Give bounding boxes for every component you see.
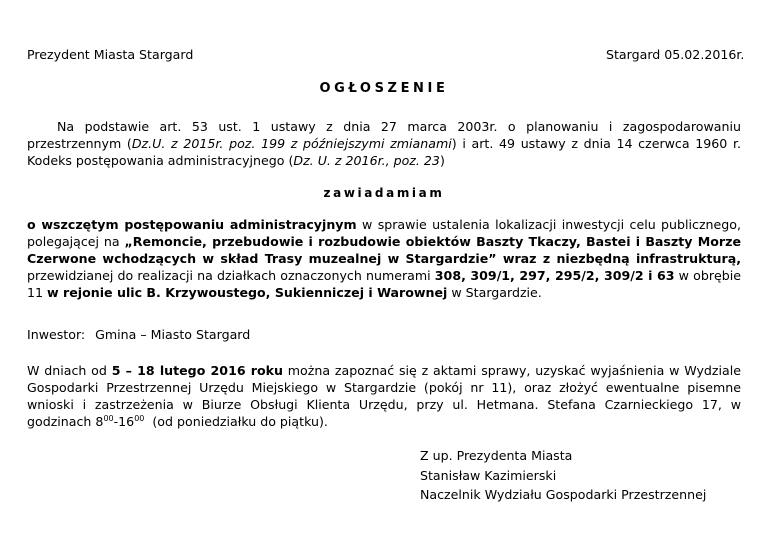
dates-text-3: (od poniedziałku do piątku).: [144, 414, 328, 429]
hour-start: 8: [95, 414, 104, 429]
date-range: 5 – 18 lutego 2016 roku: [111, 363, 283, 378]
legal-basis-text-2: ) i art. 49 ustawy z dnia 14 czerwca 1960 r. Kodeks postępowania administracyjnego (: [27, 136, 741, 168]
inform-heading: zawiadamiam: [323, 186, 445, 200]
plot-numbers: 308, 309/1, 297, 295/2, 309/2 i 63: [434, 268, 675, 283]
notice-text-3: w obrębie 11: [27, 268, 741, 300]
legal-basis-text-1: Na podstawie art. 53 ust. 1 ustawy z dnia 27 marca 2003r. o planowaniu i zagospodarowaniu przestrzennym (: [27, 119, 741, 151]
dates-paragraph: [27, 362, 741, 430]
sender: Prezydent Miasta Stargard: [27, 47, 194, 62]
investor-value: Gmina – Miasto Stargard: [95, 327, 251, 342]
legal-ref-2: Dz. U. z 2016r., poz. 23: [293, 153, 440, 168]
legal-ref-1: Dz.U. z 2015r. poz. 199 z późniejszymi zmianami: [131, 136, 452, 151]
notice-bold-1: o wszczętym postępowaniu administracyjnym: [27, 217, 357, 232]
signature-line-3: Naczelnik Wydziału Gospodarki Przestrzennej: [420, 487, 707, 502]
dates-text-2: można zapoznać się z aktami sprawy, uzyskać wyjaśnienia w Wydziale Gospodarki Przestrzennej Urzędu Miejskiego w Stargardzie (pokój nr 11), oraz złożyć ewentualne pisemne wnioski i zastrzeżenia w Biurze Obsługi Klienta Urzędu, przy ul. Hetmana. Stefana Czarnieckiego 17, w godzinach: [27, 363, 741, 429]
signature-block: [420, 446, 706, 505]
notice-paragraph: [27, 216, 741, 301]
dates-text-1: W dniach od: [27, 363, 112, 378]
legal-basis-paragraph: [27, 118, 741, 169]
notice-text-1: w sprawie ustalenia lokalizacji inwestycji celu publicznego, polegającej na: [27, 217, 741, 249]
notice-text-2: przewidzianej do realizacji na działkach oznaczonych numerami: [27, 268, 435, 283]
signature-line-2: Stanisław Kazimierski: [420, 467, 557, 483]
place-date: Stargard 05.02.2016r.: [606, 47, 745, 62]
streets-area: w rejonie ulic B. Krzywoustego, Sukienniczej i Warownej: [47, 285, 448, 300]
hour-end-minutes: 00: [134, 413, 145, 423]
notice-text-4: w Stargardzie.: [447, 285, 542, 300]
hour-start-minutes: 00: [103, 413, 114, 423]
legal-basis-text-3: ): [439, 153, 445, 168]
hour-end: 16: [118, 414, 135, 429]
hour-dash: -: [113, 414, 119, 429]
signature-line-1: Z up. Prezydenta Miasta: [420, 448, 573, 463]
investor-label: Inwestor:: [27, 327, 86, 342]
investment-name: „Remoncie, przebudowie i rozbudowie obiektów Baszty Tkaczy, Bastei i Baszty Morze Czerwone wchodzących w skład Trasy muzealnej w Stargardzie” wraz z niezbędną infrastrukturą,: [27, 234, 741, 266]
page-title: OGŁOSZENIE: [319, 81, 449, 96]
investor-line: [27, 326, 250, 343]
